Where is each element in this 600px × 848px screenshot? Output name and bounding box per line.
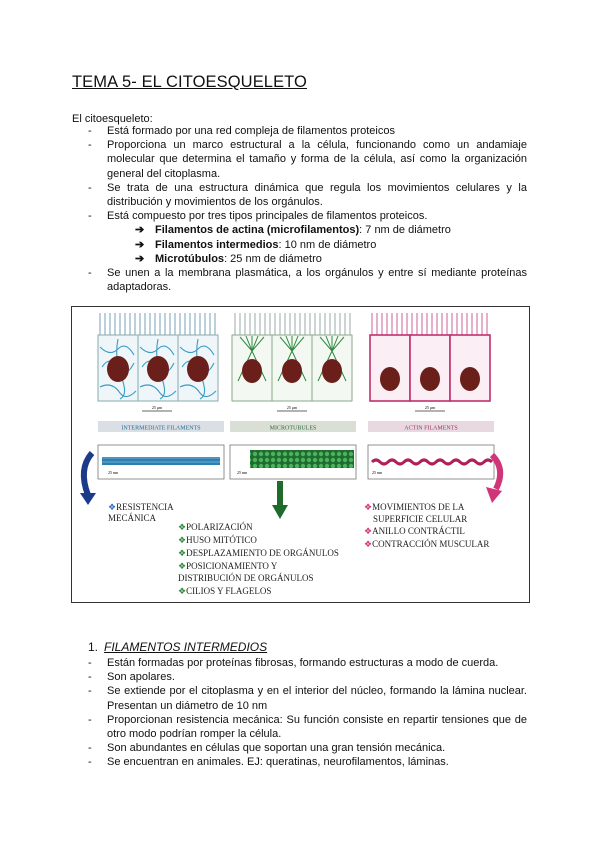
list-item-text: Se extiende por el citoplasma y en el interior del núcleo, formando la lámina nuclear. Presentan un diámetro de 10 nm [107, 685, 527, 712]
dash-marker: - [88, 713, 92, 726]
sub-list-item [107, 238, 527, 252]
list-item [72, 656, 527, 670]
list-item-text: Están formadas por proteínas fibrosas, formando estructuras a modo de cuerda. [107, 657, 499, 669]
list-item [72, 713, 527, 741]
list-item-text: Proporciona un marco estructural a la célula, funcionando como un andamiaje molecular que determina el tamaño y forma de la célula, así como la organización general del citoplasma. [107, 139, 527, 180]
list-item [72, 684, 527, 712]
list-item-text: Se unen a la membrana plasmática, a los orgánulos y entre sí mediante proteínas adaptadoras. [107, 267, 527, 294]
function-line [364, 502, 465, 512]
function-text: CONTRACCIÓN MUSCULAR [372, 539, 490, 549]
section-heading [88, 640, 267, 654]
bullet-glyph: ❖ [178, 586, 187, 596]
actin-cells [370, 313, 490, 411]
sub-list-item [107, 223, 527, 237]
arrow-icon: ➔ [135, 252, 145, 265]
sub-item-bold: Filamentos de actina (microfilamentos) [155, 224, 360, 237]
scale-label: 25 μm [424, 405, 436, 410]
dash-marker: - [88, 267, 92, 280]
function-line: SUPERFICIE CELULAR [373, 514, 468, 524]
scale-label: 25 μm [286, 405, 298, 410]
function-line [178, 522, 253, 532]
function-text: CILIOS Y FLAGELOS [186, 586, 272, 596]
list-item [72, 124, 527, 138]
sub-item-text: : 7 nm de diámetro [359, 224, 451, 237]
function-line: DISTRIBUCIÓN DE ORGÁNULOS [178, 573, 314, 583]
list-item [72, 670, 527, 684]
intermediate-label: INTERMEDIATE FILAMENTS [121, 425, 201, 432]
list-item [72, 181, 527, 209]
section-number: 1. [88, 640, 99, 654]
bullet-glyph: ❖ [178, 561, 187, 571]
list-item [72, 755, 527, 769]
cytoskeleton-figure [71, 306, 530, 603]
dash-marker: - [88, 742, 92, 755]
function-text: RESISTENCIA [116, 502, 174, 512]
blue-arrow-head [80, 493, 96, 505]
list-item-text: Son abundantes en células que soportan una gran tensión mecánica. [107, 742, 446, 755]
bullet-glyph: ❖ [108, 502, 117, 512]
function-line [364, 539, 489, 549]
dash-marker: - [88, 125, 92, 137]
dash-marker: - [88, 181, 92, 194]
scale-nm-label: 25 nm [372, 470, 383, 475]
function-line: MECÁNICA [108, 513, 157, 523]
microtubule-label: MICROTUBULES [269, 425, 317, 432]
arrow-icon: ➔ [135, 224, 145, 237]
intermediate-functions [108, 502, 174, 523]
intro-text: El citoesqueleto: [72, 113, 153, 125]
list-item [72, 741, 527, 755]
actin-label: ACTIN FILAMENTS [404, 425, 458, 432]
dash-marker: - [88, 671, 92, 684]
function-line [178, 586, 271, 596]
list-item [72, 138, 527, 181]
sub-list-item [107, 252, 527, 266]
function-line [364, 526, 465, 536]
microtubule-filament [250, 450, 354, 468]
arrow-icon: ➔ [135, 238, 145, 251]
scale-label: 25 μm [151, 405, 163, 410]
bullet-glyph: ❖ [178, 535, 187, 545]
scale-nm-label: 25 nm [237, 470, 248, 475]
list-item-text: Se encuentran en animales. EJ: queratinas, neurofilamentos, láminas. [107, 756, 449, 769]
function-text: POLARIZACIÓN [186, 522, 253, 532]
dash-marker: - [88, 210, 92, 223]
microtubule-cells [232, 313, 352, 411]
bullet-glyph: ❖ [364, 502, 373, 512]
list-item-text: Está compuesto por tres tipos principales de filamentos proteicos. [107, 210, 428, 223]
scale-nm-label: 25 nm [108, 470, 119, 475]
list-item-text: Está formado por una red compleja de filamentos proteicos [107, 125, 395, 137]
function-text: HUSO MITÓTICO [186, 535, 257, 545]
list-item-text: Proporcionan resistencia mecánica: Su función consiste en repartir tensiones que de otro modo podrían romper la célula. [107, 713, 527, 741]
bullet-glyph: ❖ [178, 548, 187, 558]
function-text: MOVIMIENTOS DE LA [372, 502, 465, 512]
function-text: DESPLAZAMIENTO DE ORGÁNULOS [186, 548, 339, 558]
citoesqueleto-list [72, 124, 527, 294]
dash-marker: - [88, 756, 92, 769]
sub-item-text: : 10 nm de diámetro [278, 238, 377, 251]
sub-item-bold: Filamentos intermedios [155, 238, 279, 251]
filament-types-list [107, 223, 527, 266]
list-item-text: Se trata de una estructura dinámica que regula los movimientos celulares y la distribución y movimientos de los orgánulos. [107, 181, 527, 209]
function-text: ANILLO CONTRÁCTIL [372, 526, 465, 536]
bullet-glyph: ❖ [364, 526, 373, 536]
function-line [178, 548, 339, 558]
intermediate-filaments-list [72, 656, 527, 770]
pink-arrow-head [486, 487, 502, 503]
green-arrow-head [272, 505, 288, 519]
section-title: FILAMENTOS INTERMEDIOS [104, 640, 268, 654]
intermediate-cells [98, 313, 218, 411]
dash-marker: - [88, 139, 92, 152]
function-text: POSICIONAMIENTO Y [186, 561, 278, 571]
list-item-text: Son apolares. [107, 671, 175, 684]
dash-marker: - [88, 685, 92, 698]
bullet-glyph: ❖ [364, 539, 373, 549]
function-line [108, 502, 174, 512]
list-item [72, 209, 527, 266]
actin-functions [364, 502, 489, 549]
sub-item-text: : 25 nm de diámetro [224, 252, 322, 265]
function-line [178, 535, 257, 545]
blue-curved-arrow [84, 453, 92, 495]
microtubule-functions [178, 522, 339, 596]
page-title: TEMA 5- EL CITOESQUELETO [72, 73, 307, 91]
list-item [72, 266, 527, 294]
sub-item-bold: Microtúbulos [155, 252, 225, 265]
cytoskeleton-illustration [72, 307, 529, 602]
green-arrow-shaft [277, 481, 283, 507]
bullet-glyph: ❖ [178, 522, 187, 532]
dash-marker: - [88, 657, 92, 669]
function-line [178, 561, 278, 571]
